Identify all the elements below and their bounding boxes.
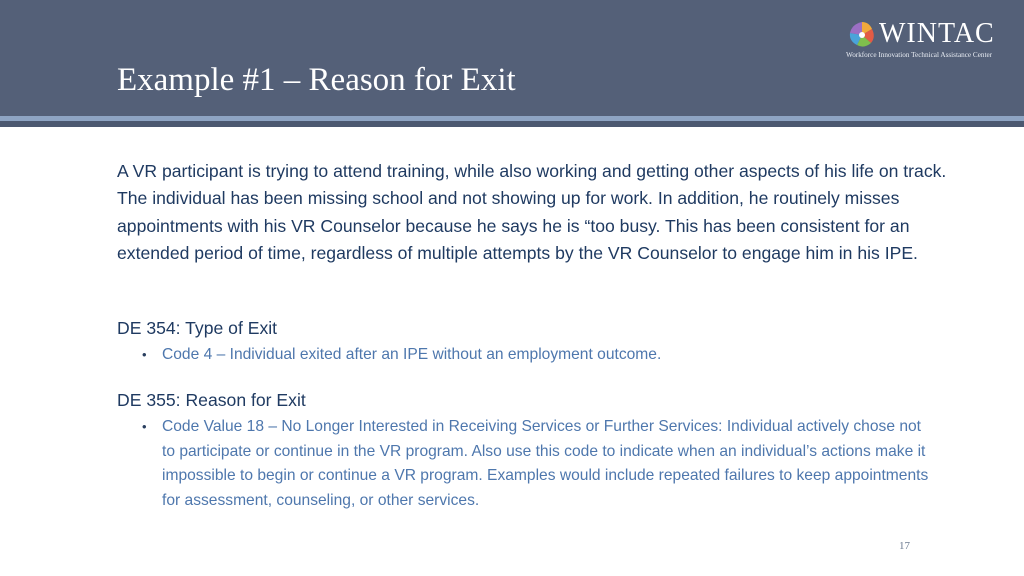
slide-title: Example #1 – Reason for Exit: [117, 62, 516, 98]
header-divider-dark: [0, 121, 1024, 127]
de354-heading: DE 354: Type of Exit: [117, 318, 278, 338]
page-number: 17: [899, 540, 910, 552]
wintac-pinwheel-icon: [845, 18, 879, 52]
scenario-paragraph: A VR participant is trying to attend training, while also working and getting other aspects of his life on track. The individual has been missing school and not showing up for work. In addition, he routinely misses appointments with his VR Counselor because he says he is “too busy. This has been consistent for an extended period of time, regardless of multiple attempts by the VR Counselor to engage him in his IPE.: [117, 161, 947, 264]
bullet-icon: •: [142, 347, 147, 362]
logo-wordmark: WINTAC: [879, 18, 995, 49]
de355-bullet-text: Code Value 18 – No Longer Interested in Receiving Services or Further Services: Individual actively chose not to participate or continue in the VR program. Also use this code to indicate when an individual’s actions make it impossible to begin or continue a VR program. Examples would include repeated failures to keep appointments for assessment, counseling, or other services.: [162, 418, 929, 509]
bullet-icon: •: [142, 419, 147, 434]
wintac-logo: [845, 18, 1015, 62]
de355-heading: DE 355: Reason for Exit: [117, 390, 306, 410]
logo-subtitle: Workforce Innovation Technical Assistance Center: [846, 51, 993, 59]
de355-bullet: [142, 415, 932, 513]
de354-bullet-text: Code 4 – Individual exited after an IPE without an employment outcome.: [162, 346, 662, 363]
de354-bullet: [142, 343, 932, 368]
